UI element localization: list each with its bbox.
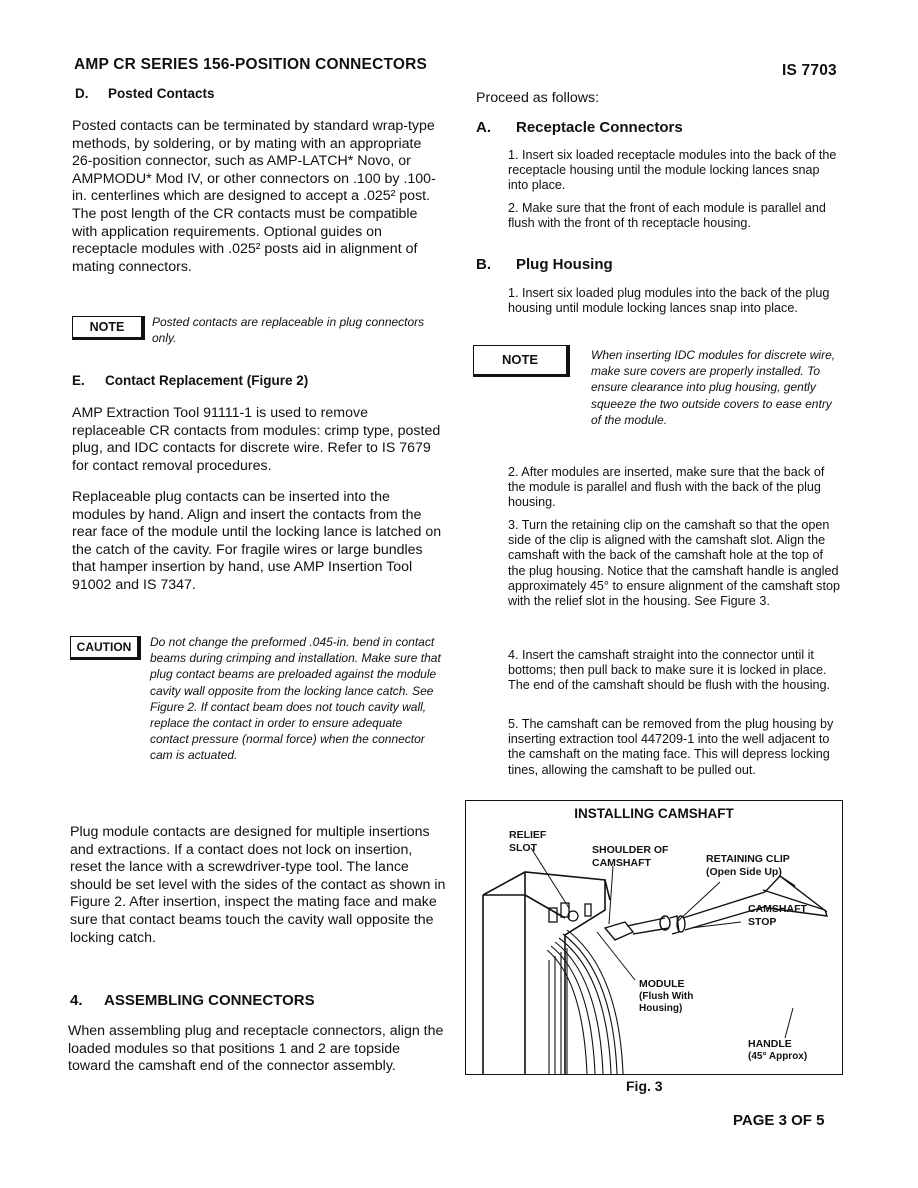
label-retaining-clip-note: (Open Side Up) (706, 865, 782, 878)
label-shoulder-of-camshaft (592, 844, 668, 869)
label-camshaft-stop-2: STOP (748, 915, 777, 928)
plug-housing-drawing (483, 872, 610, 1074)
section-a-title: Receptacle Connectors (516, 119, 683, 136)
receptacle-step-1: 1. Insert six loaded receptacle modules into the back of the receptacle housing until the module locking lances snap into place. (508, 148, 837, 193)
label-retaining-clip-title: RETAINING CLIP (706, 853, 790, 865)
section-d-title: Posted Contacts (108, 86, 215, 101)
module-ribs (547, 930, 623, 1074)
assembling-paragraph: When assembling plug and receptacle connectors, align the loaded modules so that positions 1 and 2 are topside toward the camshaft end of the connector assembly. (68, 1023, 444, 1075)
insertion-paragraph: Replaceable plug contacts can be inserted into the modules by hand. Align and insert the contacts from the rear face of the module until the locking lance is latched on the catch of the cavity. For fragile wires or large bundles that hamper insertion by hand, use AMP Insertion Tool 91002 and IS 7347. (72, 489, 442, 593)
label-module-note-2: Housing) (639, 1003, 683, 1014)
plug-step-4: 4. Insert the camshaft straight into the connector until it bottoms; then pull back to make sure it is locked in place. The end of the camshaft should be flush with the housing. (508, 648, 831, 693)
caution-text: Do not change the preformed .045-in. bend in contact beams during crimping and installation. Make sure that plug contact beams are preloaded against the module cavity wall opposite from the locking lance catch. See Figure 2. If contact beam does not touch cavity wall, replace the contact in order to ensure adequate contact pressure (normal force) when the connector cam is actuated. (150, 635, 441, 763)
section-4-title: ASSEMBLING CONNECTORS (104, 992, 315, 1009)
extraction-tool-paragraph: AMP Extraction Tool 91111-1 is used to remove replaceable CR contacts from modules: crimp type, posted plug, and IDC contacts for discrete wire. Refer to IS 7679 for contact removal procedures. (72, 405, 441, 474)
note-text: Posted contacts are replaceable in plug connectors only. (152, 315, 425, 346)
document-number: IS 7703 (782, 62, 837, 79)
note-2-badge: NOTE (473, 345, 570, 377)
section-e-heading (72, 373, 308, 388)
page-number: PAGE 3 OF 5 (733, 1112, 825, 1129)
label-retaining-clip (706, 853, 790, 878)
section-b-letter: B. (476, 256, 491, 273)
section-b-heading (476, 256, 613, 273)
label-camshaft-stop (748, 903, 807, 928)
label-camshaft-stop-1: CAMSHAFT (748, 903, 807, 915)
section-d-heading (75, 86, 215, 101)
label-module-note-1: (Flush With (639, 990, 694, 1002)
figure-title: INSTALLING CAMSHAFT (574, 806, 734, 821)
note-2-text: When inserting IDC modules for discrete wire, make sure covers are properly installed. To ensure clearance into plug housing, gently squeeze the two outside covers to ease entry of the module. (591, 348, 836, 427)
receptacle-step-2: 2. Make sure that the front of each module is parallel and flush with the front of th receptacle housing. (508, 201, 826, 231)
label-relief: RELIEF (509, 829, 547, 841)
plug-step-3: 3. Turn the retaining clip on the camshaft so that the open side of the clip is aligned with the camshaft slot. Align the camshaft with the back of the camshaft hole at the top of the plug housing. Notice that the camshaft handle is angled approximately 45° to ensure alignment of the camshaft stop with the relief slot in the housing. See Figure 3. (508, 518, 840, 609)
label-shoulder: SHOULDER OF (592, 844, 669, 856)
section-e-title: Contact Replacement (Figure 2) (105, 373, 309, 388)
section-4-heading (70, 992, 315, 1009)
note-badge: NOTE (72, 316, 145, 340)
section-a-heading (476, 119, 683, 136)
label-slot: SLOT (509, 841, 537, 854)
plug-module-paragraph: Plug module contacts are designed for multiple insertions and extractions. If a contact does not lock on insertion, reset the lance with a screwdriver-type tool. The lance should be set level with the sides of the contact as shown in Figure 2. After insertion, inspect the mating face and make sure that contact beams touch the cavity wall opposite the locking catch. (70, 824, 446, 946)
label-handle (748, 1038, 807, 1063)
posted-contacts-paragraph: Posted contacts can be terminated by standard wrap-type methods, by soldering, or by mating with an appropriate 26-position connector, such as AMP-LATCH* Novo, or AMPMODU* Mod IV, or other connectors on .100 by .100-in. centerlines which are designed to accept a .025² post. The post length of the CR contacts must be compatible with application requirements. Optional guides on receptacle modules with .025² posts aid in alignment of mating connectors. (72, 118, 436, 275)
figure-caption: Fig. 3 (626, 1078, 663, 1094)
section-a-letter: A. (476, 119, 491, 136)
section-d-letter: D. (75, 86, 89, 101)
section-4-number: 4. (70, 992, 83, 1009)
label-handle-note: (45° Approx) (748, 1050, 808, 1062)
label-module (639, 978, 693, 1016)
plug-step-1: 1. Insert six loaded plug modules into the back of the plug housing until module locking lances snap into place. (508, 286, 830, 316)
section-b-title: Plug Housing (516, 256, 613, 273)
label-camshaft: CAMSHAFT (592, 856, 651, 869)
plug-step-2: 2. After modules are inserted, make sure that the back of the module is parallel and flush with the back of the plug housing. (508, 465, 825, 510)
document-title: AMP CR SERIES 156-POSITION CONNECTORS (74, 56, 428, 73)
proceed-intro: Proceed as follows: (476, 90, 600, 106)
caution-badge: CAUTION (70, 636, 141, 660)
section-e-letter: E. (72, 373, 85, 388)
label-relief-slot (509, 829, 546, 854)
label-handle-title: HANDLE (748, 1038, 792, 1050)
label-module-title: MODULE (639, 978, 685, 990)
plug-step-5: 5. The camshaft can be removed from the plug housing by inserting extraction tool 447209-1 into the well adjacent to the camshaft on the mating face. This will depress locking tines, allowing the camshaft to be pulled out. (508, 717, 834, 777)
